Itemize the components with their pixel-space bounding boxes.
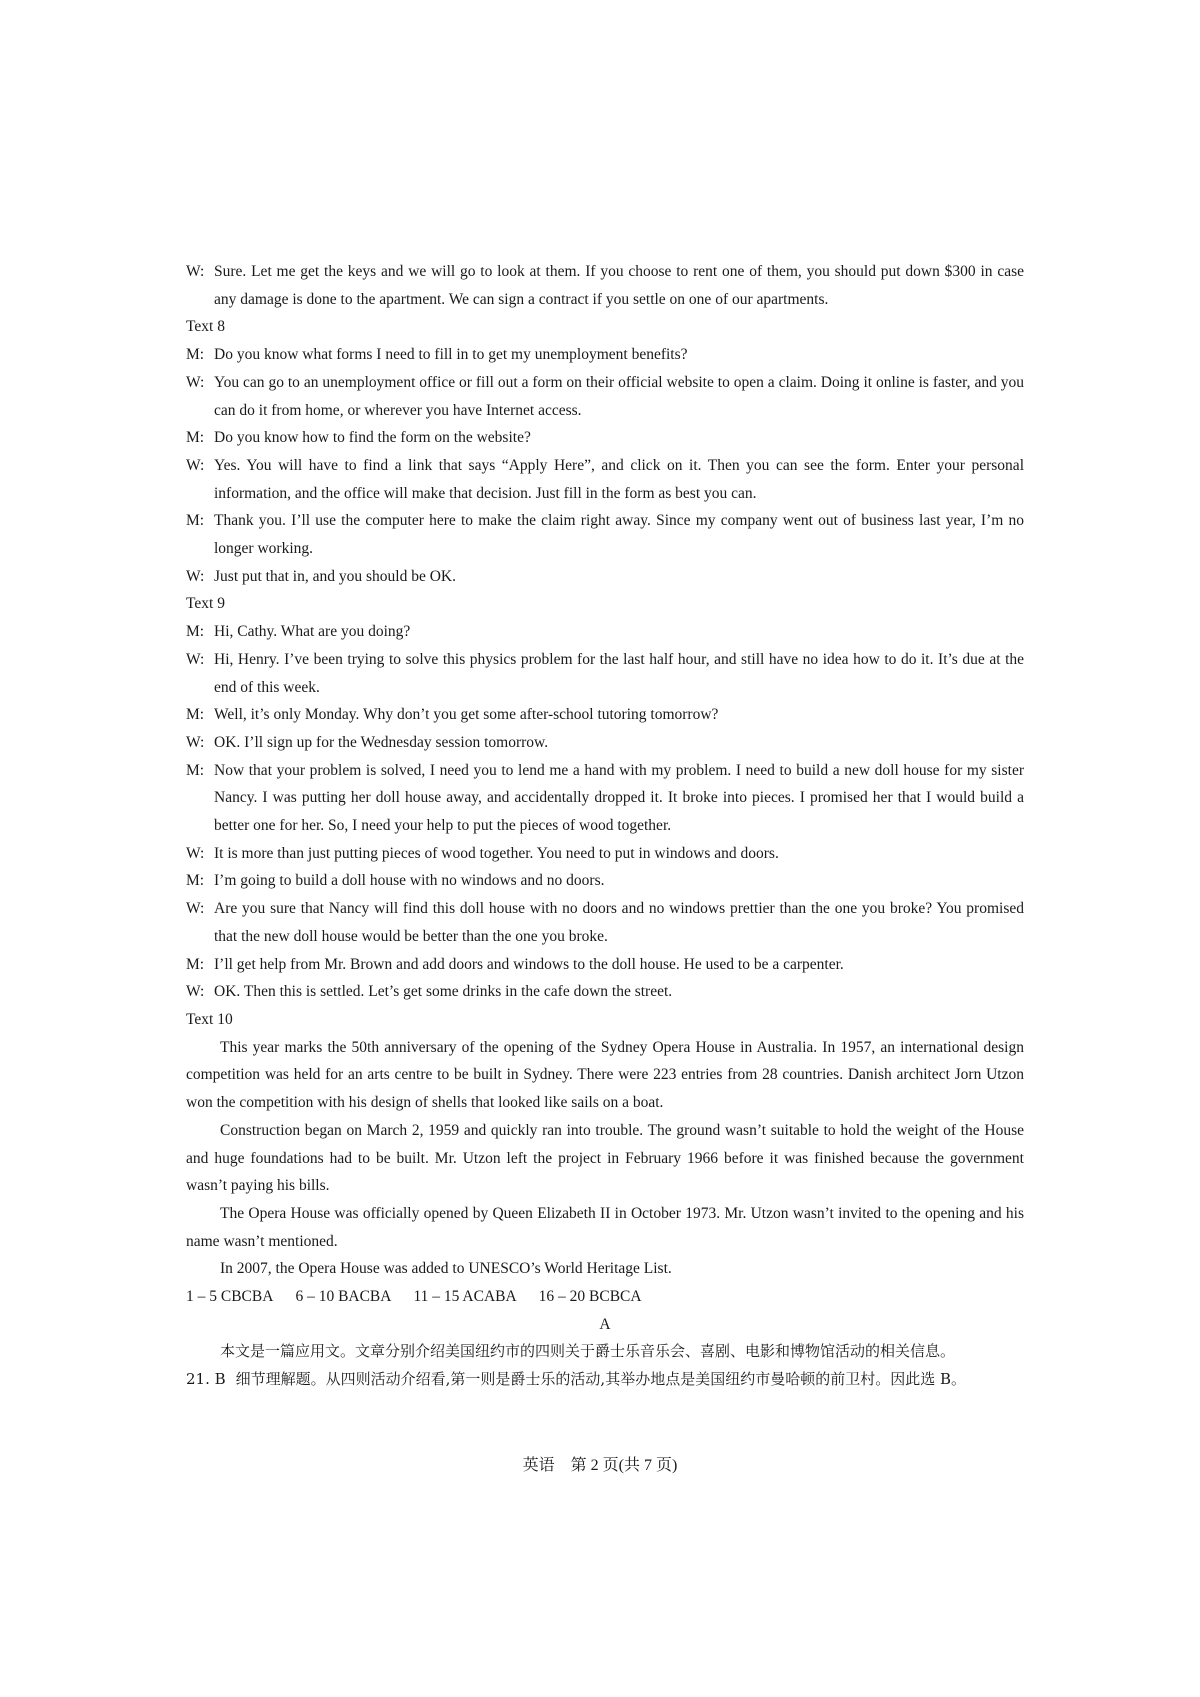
dialogue-text: Now that your problem is solved, I need you to lend me a hand with my problem. I need to build a new doll house for my sister Nancy. I was putting her doll house away, and accidentally dropped it. It broke into pieces. I promised her that I would build a better one for her. So, I need your help to put the pieces of wood together. (214, 761, 1024, 835)
speaker-label: W: (186, 983, 205, 1001)
speaker-label: M: (186, 761, 205, 779)
speaker-label: M: (186, 623, 205, 641)
dialogue-text: I’m going to build a doll house with no windows and no doors. (214, 872, 605, 890)
dialogue-text: It is more than just putting pieces of wood together. You need to put in windows and doors. (214, 844, 779, 862)
speaker-label: W: (186, 567, 205, 585)
dialogue-text: Just put that in, and you should be OK. (214, 567, 456, 585)
speaker-label: M: (186, 872, 205, 890)
dialogue-turn (186, 424, 1024, 452)
dialogue-text: Sure. Let me get the keys and we will go to look at them. If you choose to rent one of them, you should put down $300 in case any damage is done to the apartment. We can sign a contract if you settle on one of our apartments. (214, 263, 1024, 308)
dialogue-text: OK. Then this is settled. Let’s get some drinks in the cafe down the street. (214, 983, 673, 1001)
speaker-label: W: (186, 456, 205, 474)
answer-group: 16 – 20 BCBCA (538, 1288, 642, 1306)
speaker-label: W: (186, 373, 205, 391)
dialogue-text: I’ll get help from Mr. Brown and add doors and windows to the doll house. He used to be a carpenter. (214, 955, 844, 973)
dialogue-text: Thank you. I’ll use the computer here to make the claim right away. Since my company went out of business last year, I’m no longer working. (214, 512, 1024, 558)
speaker-label: W: (186, 263, 205, 280)
answer-group: 1 – 5 CBCBA (186, 1288, 274, 1306)
speaker-label: W: (186, 733, 205, 751)
passage-paragraph: This year marks the 50th anniversary of the opening of the Sydney Opera House in Australia. In 1957, an international design competition was held for an arts centre to be built in Sydney. There were 223 entries from 28 countries. Danish architect Jorn Utzon won the competition with his design of shells that looked like sails on a boat. (186, 1038, 1024, 1112)
passage-paragraph: The Opera House was officially opened by Queen Elizabeth II in October 1973. Mr. Utzon wasn’t invited to the opening and his name wasn’t mentioned. (186, 1204, 1024, 1250)
question-21-explanation (186, 1366, 1024, 1394)
dialogue-text: Hi, Henry. I’ve been trying to solve this physics problem for the last half hour, and still have no idea how to do it. It’s due at the end of this week. (214, 650, 1024, 696)
dialogue-turn (186, 978, 1024, 1006)
answer-group: 6 – 10 BACBA (295, 1288, 392, 1306)
speaker-label: M: (186, 955, 205, 973)
dialogue-text: Are you sure that Nancy will find this doll house with no doors and no windows prettier than the one you broke? You promised that the new doll house would be better than the one you broke. (214, 900, 1024, 945)
dialogue-turn (186, 951, 1024, 979)
dialogue-turn (186, 701, 1024, 729)
dialogue-turn (186, 729, 1024, 757)
question-number: 21. B (186, 1370, 226, 1389)
dialogue-text: Well, it’s only Monday. Why don’t you get some after-school tutoring tomorrow? (214, 706, 719, 724)
dialogue-turn (186, 646, 1024, 701)
dialogue-text: Yes. You will have to find a link that says “Apply Here”, and click on it. Then you can see the form. Enter your personal information, and the office will make that decision. Just fill in the form as best you can. (214, 456, 1024, 502)
dialogue-turn (186, 867, 1024, 895)
text-heading: Text 10 (186, 1010, 233, 1028)
dialogue-turn (186, 618, 1024, 646)
dialogue-turn (186, 895, 1024, 950)
dialogue-turn (186, 757, 1024, 840)
dialogue-turn (186, 341, 1024, 369)
passage-paragraph: In 2007, the Opera House was added to UNESCO’s World Heritage List. (220, 1260, 672, 1278)
dialogue-text: OK. I’ll sign up for the Wednesday session tomorrow. (214, 733, 549, 751)
question-explanation-text: 细节理解题。从四则活动介绍看,第一则是爵士乐的活动,其举办地点是美国纽约市曼哈顿的前卫村。因此选 B。 (235, 1370, 966, 1389)
dialogue-turn (186, 452, 1024, 507)
dialogue-text: Hi, Cathy. What are you doing? (214, 623, 411, 641)
speaker-label: M: (186, 429, 205, 447)
page-footer: 英语 第 2 页(共 7 页) (522, 1457, 678, 1474)
text-heading: Text 9 (186, 595, 225, 613)
speaker-label: M: (186, 512, 205, 530)
text-heading: Text 8 (186, 318, 225, 336)
dialogue-text: Do you know what forms I need to fill in to get my unemployment benefits? (214, 346, 688, 364)
dialogue-text: You can go to an unemployment office or fill out a form on their official website to open a claim. Doing it online is faster, and you can do it from home, or wherever you have Internet access. (214, 373, 1024, 419)
dialogue-turn (186, 369, 1024, 424)
document-body (186, 258, 1024, 1394)
answer-group: 11 – 15 ACABA (413, 1288, 517, 1306)
dialogue-turn (186, 563, 1024, 591)
speaker-label: M: (186, 346, 205, 364)
dialogue-turn (186, 840, 1024, 868)
speaker-label: W: (186, 844, 205, 862)
section-letter: A (599, 1315, 611, 1333)
speaker-label: W: (186, 650, 205, 668)
dialogue-turn (186, 507, 1024, 562)
dialogue-text: Do you know how to find the form on the website? (214, 429, 531, 447)
dialogue-turn (186, 258, 1024, 313)
speaker-label: M: (186, 706, 205, 724)
speaker-label: W: (186, 900, 205, 918)
answer-key (186, 1283, 1024, 1311)
passage-paragraph: Construction began on March 2, 1959 and quickly ran into trouble. The ground wasn’t suitable to hold the weight of the House and huge foundations had to be built. Mr. Utzon left the project in February 1966 before it was finished because the government wasn’t paying his bills. (186, 1121, 1024, 1195)
chinese-intro: 本文是一篇应用文。文章分别介绍美国纽约市的四则关于爵士乐音乐会、喜剧、电影和博物馆活动的相关信息。 (220, 1342, 956, 1361)
